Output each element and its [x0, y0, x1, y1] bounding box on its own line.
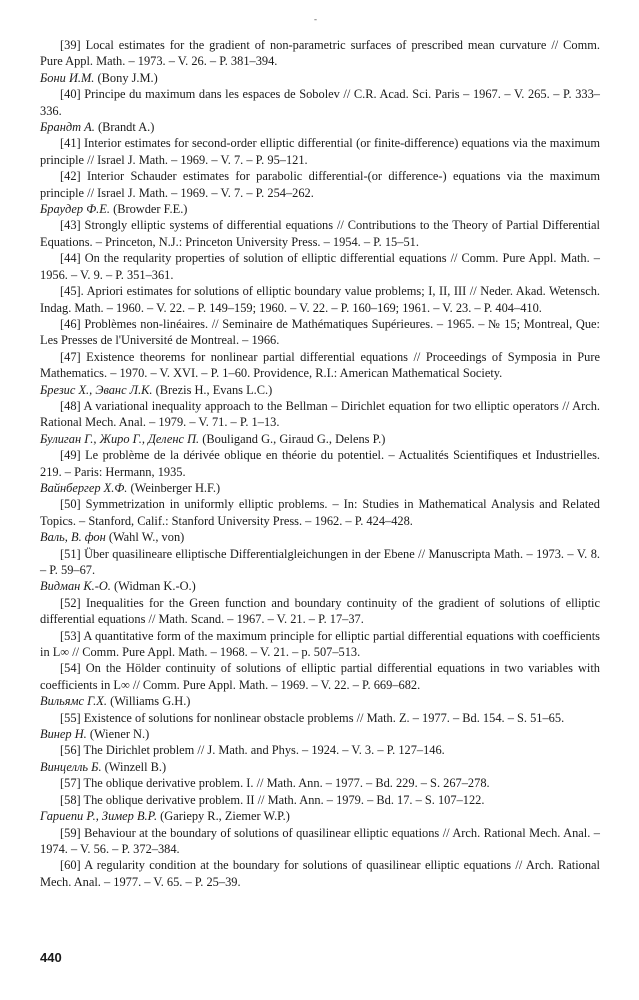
page-number: 440	[40, 950, 62, 965]
reference-entry: [42] Interior Schauder estimates for parabolic differential-(or difference-) equations via the maximum principle // Israel J. Math. – 1969. – V. 7. – P. 254–262.	[40, 169, 600, 200]
author-name-russian: Браудер Ф.Е.	[40, 202, 110, 217]
author-heading	[40, 808, 600, 824]
bibliography-list	[40, 37, 600, 890]
reference-entry: [47] Existence theorems for nonlinear partial differential equations // Proceedings of Symposia in Pure Mathematics. – 1970. – V. XVI. – P. 1–60. Providence, R.I.: American Mathematical Society.	[40, 349, 600, 381]
author-name-russian: Гариепи Р., Зимер В.Р.	[40, 809, 158, 824]
author-name-latin: (Browder F.E.)	[113, 202, 188, 217]
author-name-russian: Брандт А.	[40, 120, 95, 135]
reference-entry: [52] Inequalities for the Green function and boundary continuity of the gradient of solutions of elliptic differential equations // Math. Scand. – 1967. – V. 21. – P. 17–37.	[40, 595, 600, 627]
author-name-latin: (Weinberger H.F.)	[130, 480, 221, 495]
author-name-russian: Вайнбергер Х.Ф.	[40, 480, 128, 495]
author-name-russian: Видман К.-О.	[40, 579, 111, 594]
author-name-latin: (Brezis H., Evans L.C.)	[155, 382, 273, 397]
reference-entry: [44] On the reqularity properties of solution of elliptic differential equations // Comm. Pure Appl. Math. – 1956. – V. 9. – P. 351–361.	[40, 251, 600, 282]
author-name-russian: Винцелль Б.	[40, 759, 102, 774]
reference-entry: [43] Strongly elliptic systems of differential equations // Contributions to the Theory of Partial Differential Equations. – Princeton, N.J.: Princeton University Press. – 1954. – P. 15–51.	[40, 218, 600, 249]
author-name-russian: Винер Н.	[40, 727, 87, 742]
reference-entry: [45]. Apriori estimates for solutions of elliptic boundary value problems; I, II, III // Neder. Akad. Wetensch. Indag. Math. – 1960. – V. 22. – P. 149–159; 1960. – V. 22. – P. 160–169; 1961. – V. 23. – P. 404–410.	[40, 284, 600, 315]
reference-entry: [56] The Dirichlet problem // J. Math. and Phys. – 1924. – V. 3. – P. 127–146.	[60, 743, 445, 758]
reference-entry: [41] Interior estimates for second-order elliptic differential (or finite-difference) equations via the maximum principle // Israel J. Math. – 1969. – V. 7. – P. 95–121.	[40, 136, 600, 167]
author-name-latin: (Widman K.-O.)	[114, 579, 196, 594]
author-heading	[40, 578, 600, 594]
reference-entry: [50] Symmetrization in uniformly elliptic problems. – In: Studies in Mathematical Analysis and Related Topics. – Stanford, Calif.: Stanford University Press. – 1962. – P. 424–428.	[40, 497, 600, 528]
reference-entry: [53] A quantitative form of the maximum principle for elliptic partial differential equations with coefficients in L∞ // Comm. Pure Appl. Math. – 1968. – V. 21. – p. 507–513.	[40, 628, 600, 660]
reference-entry: [46] Problèmes non-linéaires. // Seminaire de Mathématiques Supérieures. – 1965. – № 15; Montreal, Que: Les Presses de l'Université de Montreal. – 1966.	[40, 316, 600, 348]
author-name-russian: Бони И.М.	[40, 70, 95, 85]
author-name-latin: (Gariepy R., Ziemer W.P.)	[160, 809, 290, 824]
author-heading	[40, 759, 600, 775]
reference-entry: [39] Local estimates for the gradient of non-parametric surfaces of prescribed mean curvature // Comm. Pure Appl. Math. – 1973. – V. 26. – P. 381–394.	[40, 38, 600, 69]
author-heading	[40, 726, 600, 742]
reference-entry: [48] A variational inequality approach to the Bellman – Dirichlet equation for two elliptic operators // Arch. Rational Mech. Anal. – 1979. – V. 71. – P. 1–13.	[40, 398, 600, 430]
author-name-latin: (Winzell B.)	[104, 759, 167, 774]
author-heading	[40, 480, 600, 496]
reference-entry: [60] A regularity condition at the boundary for solutions of quasilinear elliptic equations // Arch. Rational Mech. Anal. – 1977. – V. 65. – P. 25–39.	[40, 858, 600, 889]
author-heading	[40, 693, 600, 709]
author-heading	[40, 431, 600, 447]
reference-entry: [57] The oblique derivative problem. I. // Math. Ann. – 1977. – Bd. 229. – S. 267–278.	[60, 776, 490, 791]
reference-entry: [58] The oblique derivative problem. II // Math. Ann. – 1979. – Bd. 17. – S. 107–122.	[60, 792, 485, 807]
author-name-russian: Брезис Х., Эванс Л.К.	[40, 382, 153, 397]
author-name-latin: (Williams G.H.)	[110, 694, 191, 709]
author-name-latin: (Wahl W., von)	[108, 530, 185, 545]
author-heading	[40, 529, 600, 545]
author-name-russian: Валь, В. фон	[40, 530, 106, 545]
author-heading	[40, 382, 600, 398]
reference-entry: [54] On the Hölder continuity of solutions of elliptic partial differential equations in two variables with coefficients in L∞ // Comm. Pure Appl. Math. – 1969. – V. 22. – P. 669–682.	[40, 661, 600, 692]
author-name-latin: (Brandt A.)	[97, 120, 155, 135]
author-name-latin: (Wiener N.)	[89, 727, 150, 742]
author-name-latin: (Bouligand G., Giraud G., Delens P.)	[202, 431, 386, 446]
reference-entry: [55] Existence of solutions for nonlinear obstacle problems // Math. Z. – 1977. – Bd. 154. – S. 51–65.	[60, 710, 565, 725]
author-heading	[40, 70, 600, 86]
reference-entry: [40] Principe du maximum dans les espaces de Sobolev // C.R. Acad. Sci. Paris – 1967. – V. 265. – P. 333–336.	[40, 87, 600, 118]
reference-entry: [59] Behaviour at the boundary of solutions of quasilinear elliptic equations // Arch. Rational Mech. Anal. – 1974. – V. 56. – P. 372–384.	[40, 825, 600, 856]
reference-entry: [49] Le problème de la dérivée oblique en théorie du potentiel. – Actualités Scientifiques et Industrielles. 219. – Paris: Hermann, 1935.	[40, 448, 600, 479]
top-mark: -	[314, 14, 317, 24]
reference-entry: [51] Über quasilineare elliptische Differentialgleichungen in der Ebene // Manuscripta Math. – 1973. – V. 8. – P. 59–67.	[40, 546, 600, 577]
author-name-russian: Булиган Г., Жиро Г., Деленс П.	[40, 431, 200, 446]
author-heading	[40, 201, 600, 217]
author-name-latin: (Bony J.M.)	[97, 70, 158, 85]
author-name-russian: Вильямс Г.Х.	[40, 694, 107, 709]
author-heading	[40, 119, 600, 135]
